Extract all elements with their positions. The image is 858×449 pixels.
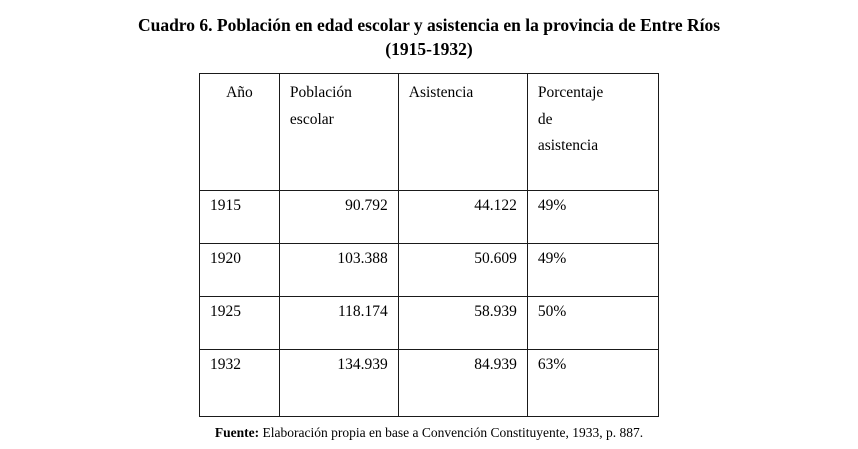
cell-porcentaje: 63% [527, 350, 658, 417]
table-body [200, 191, 659, 417]
table-row [200, 297, 659, 350]
cell-porcentaje: 50% [527, 297, 658, 350]
cell-asistencia: 44.122 [398, 191, 527, 244]
school-population-table [199, 73, 659, 417]
source-note [24, 425, 834, 441]
table-caption [29, 14, 829, 61]
source-text: Elaboración propia en base a Convención Constituyente, 1933, p. 887. [259, 425, 644, 441]
column-header-porcentaje-de-asistencia: Porcentaje de asistencia [527, 74, 658, 191]
cell-porcentaje: 49% [527, 244, 658, 297]
table-row [200, 350, 659, 417]
column-header-asistencia: Asistencia [398, 74, 527, 191]
cell-anio: 1932 [200, 350, 280, 417]
cell-asistencia: 84.939 [398, 350, 527, 417]
caption-line-1: Cuadro 6. Población en edad escolar y asistencia en la provincia de Entre Ríos [137, 15, 721, 35]
cell-asistencia: 50.609 [398, 244, 527, 297]
table-header [200, 74, 659, 191]
column-header-anio: Año [200, 74, 280, 191]
cell-poblacion: 90.792 [279, 191, 398, 244]
cell-asistencia: 58.939 [398, 297, 527, 350]
cell-porcentaje: 49% [527, 191, 658, 244]
cell-poblacion: 118.174 [279, 297, 398, 350]
table-row [200, 244, 659, 297]
cell-anio: 1925 [200, 297, 280, 350]
cell-poblacion: 134.939 [279, 350, 398, 417]
caption-line-2: (1915-1932) [385, 38, 473, 59]
cell-anio: 1920 [200, 244, 280, 297]
table-row [200, 191, 659, 244]
column-header-poblacion-escolar: Población escolar [279, 74, 398, 191]
cell-poblacion: 103.388 [279, 244, 398, 297]
cell-anio: 1915 [200, 191, 280, 244]
source-label: Fuente: [214, 425, 260, 441]
table-header-row [200, 74, 659, 191]
table-container [24, 73, 834, 417]
